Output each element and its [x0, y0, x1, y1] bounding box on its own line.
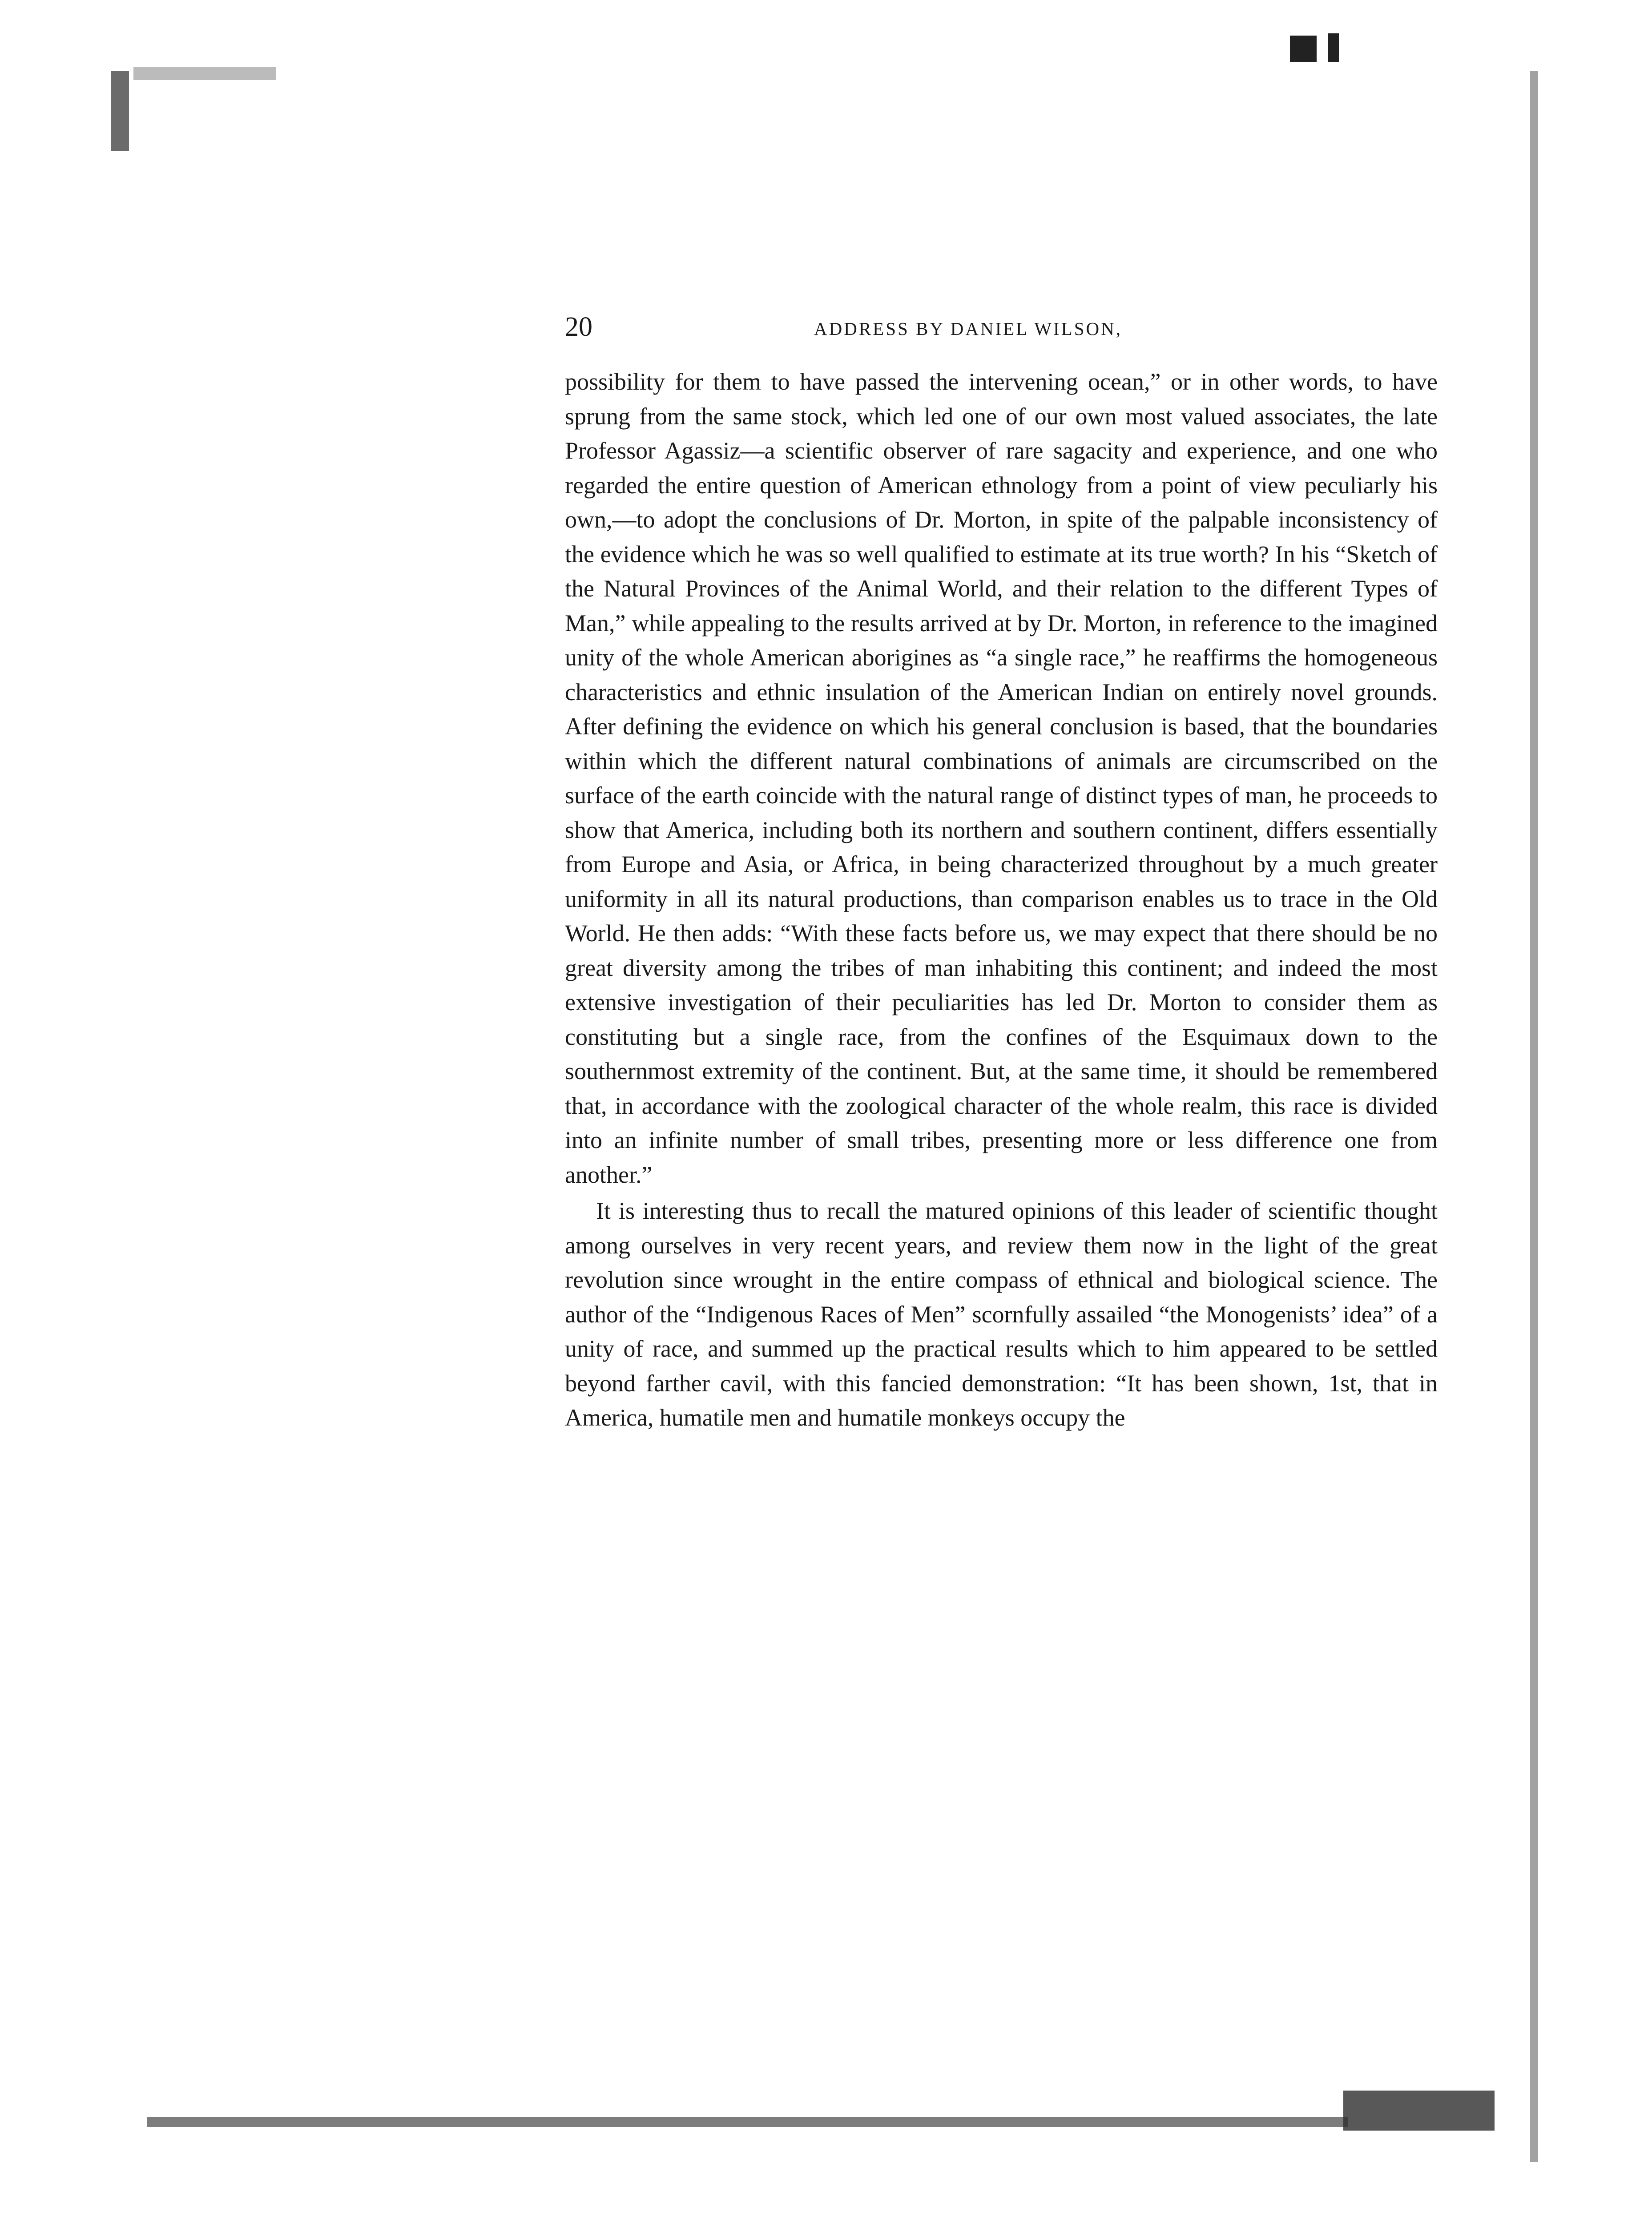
- paragraph-1: possibility for them to have passed the intervening ocean,” or in other words, to have sprung from the same stock, which led one of our own most valued associates, the late Professor Agassiz—a scientific observer of rare sagacity and experience, and one who regarded the entire question of American ethnology from a point of view peculiarly his own,—to adopt the conclusions of Dr. Morton, in spite of the palpable inconsistency of the evidence which he was so well qualified to estimate at its true worth? In his “Sketch of the Natural Provinces of the Animal World, and their relation to the different Types of Man,” while appealing to the results arrived at by Dr. Morton, in reference to the imagined unity of the whole American aborigines as “a single race,” he reaffirms the homogeneous characteristics and ethnic insulation of the American Indian on entirely novel grounds. After defining the evidence on which his general conclusion is based, that the boundaries within which the different natural combinations of animals are circumscribed on the surface of the earth coincide with the natural range of distinct types of man, he proceeds to show that America, including both its northern and southern continent, differs essentially from Europe and Asia, or Africa, in being characterized throughout by a much greater uniformity in all its natural productions, than comparison enables us to trace in the Old World. He then adds: “With these facts before us, we may expect that there should be no great diversity among the tribes of man inhabiting this continent; and indeed the most extensive investigation of their peculiarities has led Dr. Morton to consider them as constituting but a single race, from the confines of the Esquimaux down to the southernmost extremity of the continent. But, at the same time, it should be remembered that, in accordance with the zoological character of the whole realm, this race is divided into an infinite number of small tribes, presenting more or less difference one from another.”: [565, 368, 1438, 1188]
- page-header: [565, 307, 1401, 347]
- scan-edge-left-top: [111, 71, 129, 151]
- scan-edge-bottom-right-block: [1343, 2091, 1495, 2131]
- scan-edge-bottom: [147, 2117, 1348, 2127]
- page-number: 20: [565, 312, 592, 342]
- paragraph-2: It is interesting thus to recall the matured opinions of this leader of scientific thought among ourselves in very recent years, and review them now in the light of the great revolution since wrought in the entire compass of ethnical and biological science. The author of the “Indigenous Races of Men” scornfully assailed “the Monogenists’ idea” of a unity of race, and summed up the practical results which to him appeared to be settled beyond farther cavil, with this fancied demonstration: “It has been shown, 1st, that in America, humatile men and humatile monkeys occupy the: [565, 1197, 1438, 1431]
- scan-edge-right: [1530, 71, 1538, 2162]
- scan-edge-left-smudge: [133, 67, 276, 80]
- body-text: [565, 365, 1438, 1435]
- running-head: ADDRESS BY DANIEL WILSON,: [814, 318, 1122, 339]
- scan-edge-top-right-block: [1290, 36, 1317, 62]
- scan-edge-top-right-block-2: [1328, 33, 1339, 62]
